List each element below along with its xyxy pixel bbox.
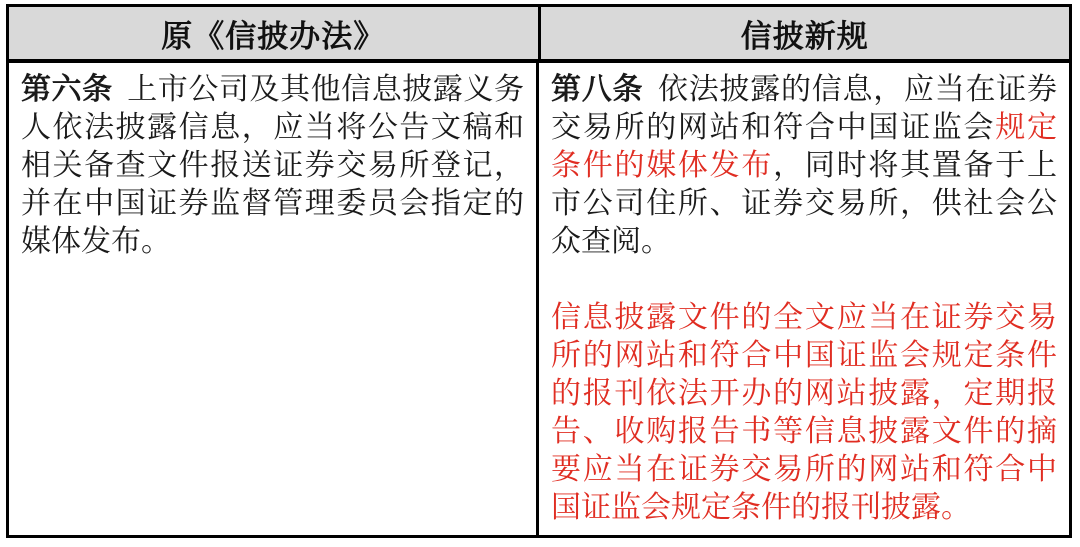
old-rule-text: 上市公司及其他信息披露义务人依法披露信息，应当将公告文稿和相关备查文件报送证券交易所登记，并在中国证券监督管理委员会指定的媒体发布。 [21,73,524,258]
old-rule-paragraph [21,71,524,261]
cell-old-rule [9,63,539,535]
old-rule-article-number: 第六条 [21,73,113,106]
new-rule-text-black-2: ，同时将其置备于上市公司住所、证券交易所，供社会公众查阅。 [551,149,1058,258]
table-header-row [9,7,1069,63]
table-body-row [9,63,1069,535]
header-new-rules: 信披新规 [740,18,869,54]
new-rule-paragraph-2-red: 信息披露文件的全文应当在证券交易所的网站和符合中国证监会规定条件的报刊依法开办的网站披露，定期报告、收购报告书等信息披露文件的摘要应当在证券交易所的网站和符合中国证监会规定条件的报刊披露。 [551,301,1057,524]
new-rule-paragraph-1 [551,71,1057,261]
comparison-table [6,4,1072,538]
cell-new-rule [539,63,1069,535]
new-rule-text-black-1: 依法披露的信息，应当在证券交易所的网站和符合中国证监会 [551,73,1057,144]
new-rule-text-red-highlight: 规定条件的媒体发布 [551,111,1058,182]
header-old-rules: 原《信披办法》 [9,7,541,59]
new-rule-article-number: 第八条 [551,73,644,106]
